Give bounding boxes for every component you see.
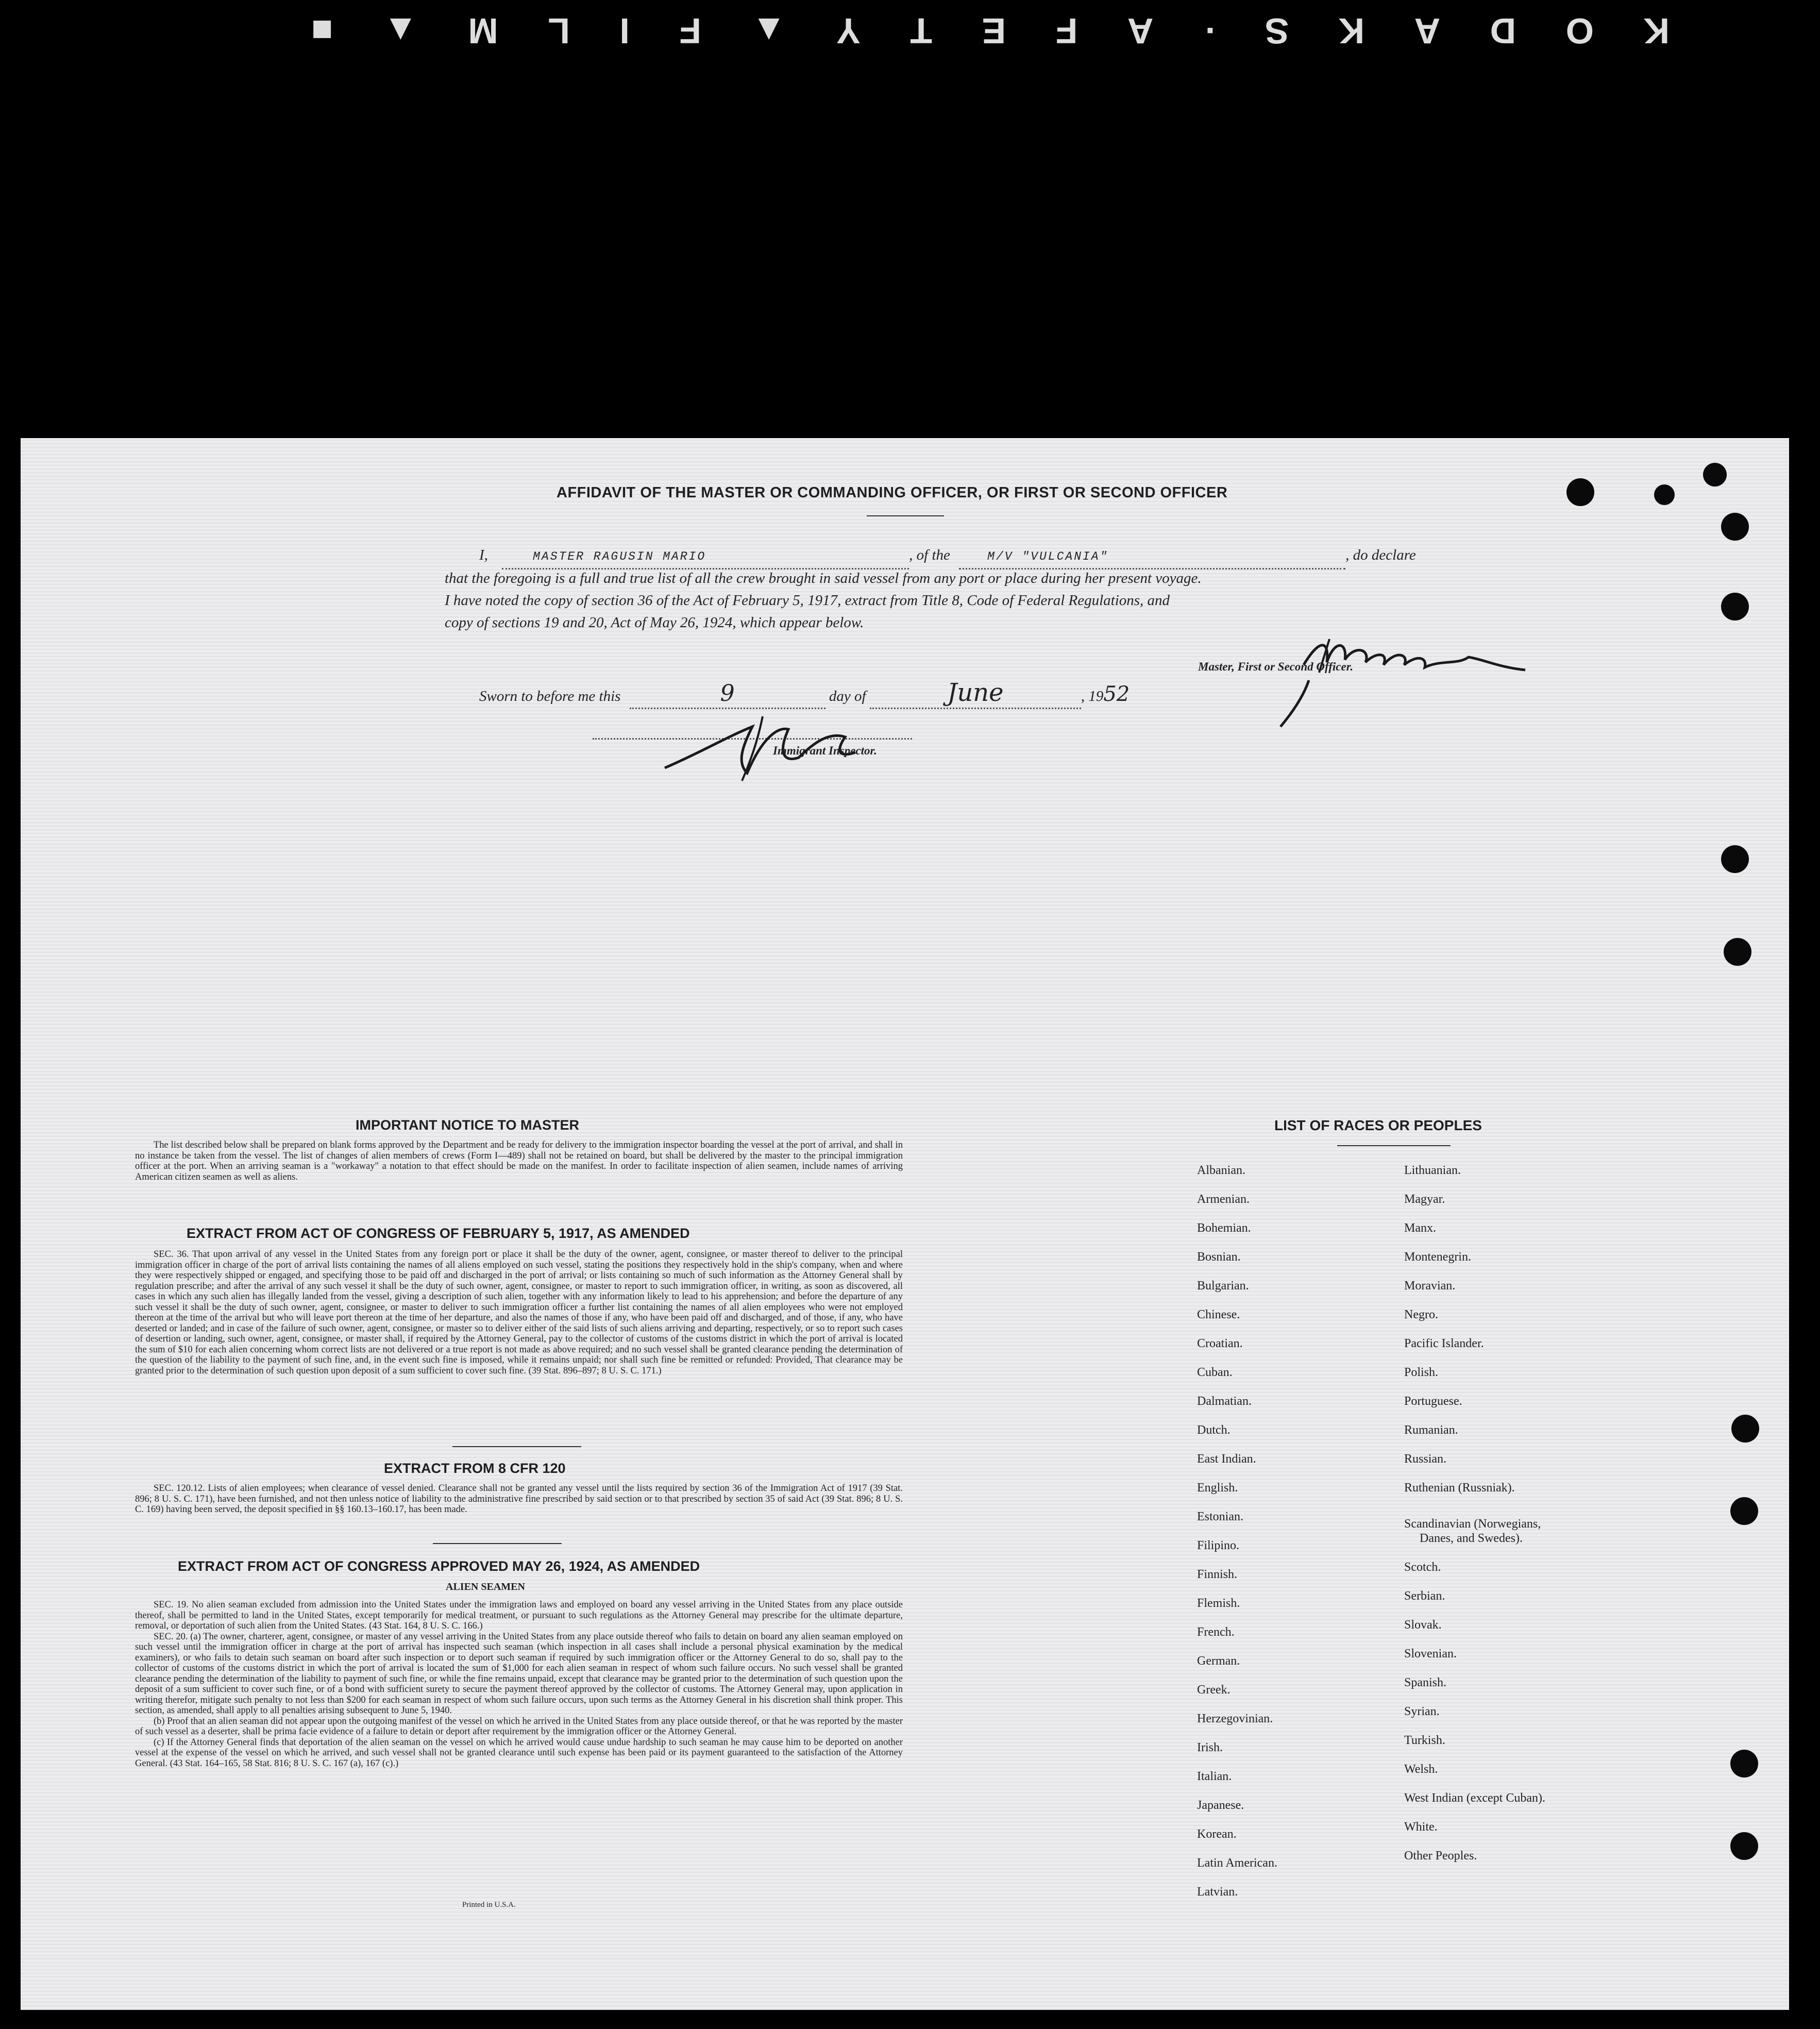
affidavit-line-2: that the foregoing is a full and true list of all the crew brought in said vessel from any port or place during her present voyage. xyxy=(445,570,1202,586)
extract-1917-title: EXTRACT FROM ACT OF CONGRESS OF FEBRUARY 5, 1917, AS AMENDED xyxy=(187,1226,690,1241)
race-item: Russian. xyxy=(1404,1452,1447,1466)
race-item: Montenegrin. xyxy=(1404,1250,1471,1264)
punch-hole xyxy=(1721,513,1749,541)
master-name: MASTER RAGUSIN MARIO xyxy=(533,550,706,563)
title-underline xyxy=(867,515,944,516)
punch-hole xyxy=(1724,938,1751,966)
extract-1924-title: EXTRACT FROM ACT OF CONGRESS APPROVED MAY 26, 1924, AS AMENDED xyxy=(178,1558,700,1574)
race-item: Slovak. xyxy=(1404,1618,1442,1632)
race-item: Welsh. xyxy=(1404,1763,1438,1776)
film-letter: A xyxy=(1125,11,1154,51)
race-item: English. xyxy=(1197,1481,1238,1495)
sworn-month: June xyxy=(947,678,1004,707)
sworn-day: 9 xyxy=(720,680,735,707)
sworn-year: 52 xyxy=(1103,682,1130,706)
sec-20b-paragraph: (b) Proof that an alien seaman did not appear upon the outgoing manifest of the vessel on which he arrived in the United States from any place outside thereof, or that he was reported by the master of such vessel as a deserter, shall be prima facie evidence of a failure to detain or deport after requirement by the immigration officer or the Attorney General. xyxy=(135,1716,903,1737)
notice-body: The list described below shall be prepared on blank forms approved by the Department and be ready for delivery to the immigration inspector boarding the vessel at the port of arrival, and shall in no instance be taken from the vessel. The list of changes of alien members of crews (Form I—489) shall not be retained on board, but shall be delivered by the master to the principal immigration officer at the port. When an arriving seaman is a "workaway" a notation to that effect should be made on the manifest. In order to facilitate inspection of alien seamen, include names of arriving American citizen seamen as well as aliens. xyxy=(135,1140,903,1182)
race-item: Chinese. xyxy=(1197,1308,1240,1321)
affidavit-title: AFFIDAVIT OF THE MASTER OR COMMANDING OFFICER, OR FIRST OR SECOND OFFICER xyxy=(557,484,1228,501)
section-rule xyxy=(452,1446,581,1447)
punch-hole xyxy=(1566,478,1594,506)
affidavit-line-1 xyxy=(479,544,1623,569)
alien-seamen-subtitle: ALIEN SEAMEN xyxy=(446,1581,525,1592)
film-letter: K xyxy=(1336,11,1365,51)
sec-19-paragraph: SEC. 19. No alien seaman excluded from admission into the United States under the immigration laws and employed on board any vessel arriving in the United States from any place outside thereof, shall be permitted to land in the United States, except temporarily for medical treatment, or pursuant to such regulations as the Attorney General may prescribe for the ultimate departure, removal, or deportation of such alien from the United States. (43 Stat. 164, 8 U. S. C. 166.) xyxy=(135,1600,903,1631)
sec-20a-paragraph: SEC. 20. (a) The owner, charterer, agent, consignee, or master of any vessel arriving in the United States from any place outside thereof who fails to detain on board any alien seaman employed on such vessel until the immigration officer in charge at the port of arrival has inspected such seaman (which inspection in all cases shall include a personal physical examination by the medical examiners), or who fails to detain such seaman on board after such inspection or to deport such seaman if required by such immigration officer or the Attorney General to do so, shall pay to the collector of customs of the customs district in which the port of arrival is located the sum of $1,000 for each alien seaman in respect of whom such failure occurs. No such vessel shall be granted clearance pending the determination of the liability to payment of such fine, or while the fine remains unpaid, except that clearance may be granted prior to the determination of such question upon the deposit of a sum sufficient to cover such fine, or of a bond with sufficient surety to secure the payment thereof approved by the collector of customs. The Attorney General may, upon application in writing therefor, mitigate such penalty to not less than $200 for each seaman in respect of whom such failure occurs, upon such terms as the Attorney General in his discretion shall think proper. This section, as amended, shall apply to all penalties arising subsequent to June 5, 1940. xyxy=(135,1631,903,1716)
race-item: Polish. xyxy=(1404,1366,1439,1379)
film-letter: T xyxy=(908,11,933,51)
affidavit-line-4: copy of sections 19 and 20, Act of May 26, 1924, which appear below. xyxy=(445,614,864,631)
race-item: Serbian. xyxy=(1404,1589,1445,1603)
punch-hole xyxy=(1731,1415,1759,1443)
race-item: Italian. xyxy=(1197,1770,1232,1783)
race-item: Korean. xyxy=(1197,1827,1237,1841)
extract-cfr-body: SEC. 120.12. Lists of alien employees; when clearance of vessel denied. Clearance shall not be granted any vessel until the lists required by section 36 of the Immigration Act of 1917 (39 Stat. 896; 8 U. S. C. 171), have been furnished, and not then unless notice of liability to the administrative fine prescribed by said section or to that prescribed by section 35 of said Act (39 Stat. 896; 8 U. S. C. 169) having been served, the deposit specified in §§ 160.13–160.17, has been made. xyxy=(135,1483,903,1515)
punch-hole xyxy=(1730,1497,1758,1525)
race-item: French. xyxy=(1197,1625,1235,1639)
sworn-line xyxy=(479,678,1130,709)
race-item: Greek. xyxy=(1197,1683,1231,1697)
race-item: Bulgarian. xyxy=(1197,1279,1249,1293)
film-letter: I xyxy=(617,11,630,51)
film-letter: O xyxy=(1563,11,1594,51)
film-letter: L xyxy=(546,11,570,51)
race-item: Irish. xyxy=(1197,1741,1223,1754)
film-letter: ▲ xyxy=(380,11,419,51)
race-item: Herzegovinian. xyxy=(1197,1712,1273,1725)
year-prefix: , 19 xyxy=(1081,688,1104,705)
race-item: Bohemian. xyxy=(1197,1221,1251,1235)
race-item: Pacific Islander. xyxy=(1404,1337,1484,1350)
sec-20c-paragraph: (c) If the Attorney General finds that deportation of the alien seaman on the vessel on which he arrived would cause undue hardship to such seaman he may cause him to be deported on another vessel at the expense of the vessel on which he arrived, and such vessel shall not be granted clearance until such expense has been paid or its payment guaranteed to the satisfaction of the Attorney General. (43 Stat. 164–165, 58 Stat. 816; 8 U. S. C. 167 (a), 167 (c).) xyxy=(135,1737,903,1769)
race-item: Turkish. xyxy=(1404,1734,1445,1747)
race-item: Syrian. xyxy=(1404,1705,1440,1718)
race-item: Croatian. xyxy=(1197,1337,1243,1350)
race-item: Spanish. xyxy=(1404,1676,1447,1689)
do-declare-label: , do declare xyxy=(1345,547,1416,563)
day-of-label: day of xyxy=(829,688,866,705)
race-item: Armenian. xyxy=(1197,1193,1250,1206)
race-item: Latin American. xyxy=(1197,1856,1277,1870)
affidavit-line-3: I have noted the copy of section 36 of the Act of February 5, 1917, extract from Title 8, Code of Federal Regulations, and xyxy=(445,592,1170,609)
section-rule xyxy=(433,1543,562,1544)
vessel-name: M/V "VULCANIA" xyxy=(987,550,1109,563)
races-right-column xyxy=(1404,1164,1545,1878)
film-letter: F xyxy=(677,11,701,51)
film-letter: E xyxy=(980,11,1006,51)
document-page xyxy=(21,438,1789,2010)
extract-1924-body xyxy=(135,1600,903,1769)
race-item: Dalmatian. xyxy=(1197,1395,1252,1408)
race-item: Portuguese. xyxy=(1404,1395,1462,1408)
film-edge-strip xyxy=(0,0,1820,443)
printed-in-usa: Printed in U.S.A. xyxy=(462,1901,516,1909)
race-item: Albanian. xyxy=(1197,1164,1245,1177)
film-letter: S xyxy=(1262,11,1289,51)
punch-hole xyxy=(1654,484,1675,505)
film-letter: Y xyxy=(834,11,861,51)
notice-title: IMPORTANT NOTICE TO MASTER xyxy=(356,1117,579,1133)
race-item: Moravian. xyxy=(1404,1279,1456,1293)
race-item: Negro. xyxy=(1404,1308,1438,1321)
race-item: Slovenian. xyxy=(1404,1647,1457,1661)
punch-hole xyxy=(1730,1750,1758,1778)
race-item: Lithuanian. xyxy=(1404,1164,1461,1177)
race-item: Ruthenian (Russniak). xyxy=(1404,1481,1515,1495)
race-item: Scotch. xyxy=(1404,1561,1441,1574)
punch-hole xyxy=(1721,593,1749,621)
race-item: Flemish. xyxy=(1197,1597,1240,1610)
race-item: Manx. xyxy=(1404,1221,1436,1235)
punch-hole xyxy=(1730,1832,1758,1860)
race-item: Cuban. xyxy=(1197,1366,1233,1379)
punch-hole xyxy=(1721,845,1749,873)
race-item: Finnish. xyxy=(1197,1568,1238,1581)
film-letter: M xyxy=(466,11,498,51)
race-item: Rumanian. xyxy=(1404,1423,1458,1437)
race-item: Danes, and Swedes). xyxy=(1420,1532,1523,1545)
race-item: Other Peoples. xyxy=(1404,1849,1477,1863)
film-letter: ▲ xyxy=(749,11,787,51)
extract-1917-body: SEC. 36. That upon arrival of any vessel in the United States from any foreign port or place it shall be the duty of the owner, agent, consignee, or master thereof to deliver to the principal immigration officer in charge of the port of arrival lists containing the names of all aliens employed on such vessel, stating the positions they respectively hold in the ship's company, when and where they were respectively shipped or engaged, and specifying those to be paid off and discharged in the port of arrival; or lists containing so much of such information as the Attorney General shall by regulation prescribe; and after the arrival of any such vessel it shall be the duty of such owner, agent, consignee, or master to report to such immigration officer, in writing, as soon as discovered, all cases in which any such alien has illegally landed from the vessel, giving a description of such alien, together with any information likely to lead to his apprehension; and before the departure of any such vessel it shall be the duty of such owner, agent, consignee, or master to deliver to such immigration officer a further list containing the names of all alien employees who were not employed thereon at the time of the arrival but who will leave port thereon at the time of her departure, and also the names of those if any, who have been paid off and discharged, and of those, if any, who have deserted or landed; and in case of the failure of such owner, agent, consignee, or master so to deliver either of the said lists of such aliens arriving and departing, respectively, or so to report such cases of desertion or landing, such owner, agent, consignee, or master shall, if required by the Attorney General, pay to the collector of customs of the customs district in which the port of arrival is located the sum of $10 for each alien concerning whom correct lists are not delivered or a true report is not made as above required; and no such vessel shall be granted clearance pending the determination of the question of the liability to the payment of such fine, and, in the event such fine is imposed, while it remains unpaid; nor shall such fine be remitted or refunded: Provided, That clearance may be granted prior to the determination of such question upon deposit of a sum sufficient to cover such fine. (39 Stat. 896–897; 8 U. S. C. 171.) xyxy=(135,1249,903,1376)
race-item: White. xyxy=(1404,1820,1438,1834)
film-letter: ■ xyxy=(309,11,333,51)
film-letter: F xyxy=(1053,11,1078,51)
races-rule xyxy=(1337,1145,1451,1146)
film-letter: D xyxy=(1488,11,1516,51)
race-item: Estonian. xyxy=(1197,1510,1243,1523)
i-label: I, xyxy=(479,547,488,563)
sworn-label: Sworn to before me this xyxy=(479,688,621,705)
film-letter: A xyxy=(1412,11,1441,51)
race-item: Filipino. xyxy=(1197,1539,1240,1552)
of-the-label: , of the xyxy=(909,547,950,563)
race-item: Magyar. xyxy=(1404,1193,1445,1206)
film-letter: · xyxy=(1201,11,1216,51)
race-item: German. xyxy=(1197,1654,1240,1668)
race-item: Bosnian. xyxy=(1197,1250,1241,1264)
races-left-column xyxy=(1197,1164,1277,1914)
race-item: East Indian. xyxy=(1197,1452,1256,1466)
inspector-caption: Immigrant Inspector. xyxy=(773,744,877,757)
race-item: Scandinavian (Norwegians, xyxy=(1404,1517,1541,1531)
race-item: Dutch. xyxy=(1197,1423,1231,1437)
extract-cfr-title: EXTRACT FROM 8 CFR 120 xyxy=(384,1461,566,1476)
officer-caption: Master, First or Second Officer. xyxy=(1198,660,1354,673)
film-letter: K xyxy=(1641,11,1670,51)
film-edge-text xyxy=(309,10,1670,52)
race-item: Latvian. xyxy=(1197,1885,1238,1899)
race-item: Japanese. xyxy=(1197,1799,1244,1812)
punch-hole xyxy=(1703,463,1727,487)
slash-mark xyxy=(1273,675,1314,732)
races-title: LIST OF RACES OR PEOPLES xyxy=(1274,1117,1482,1133)
race-item: West Indian (except Cuban). xyxy=(1404,1791,1545,1805)
